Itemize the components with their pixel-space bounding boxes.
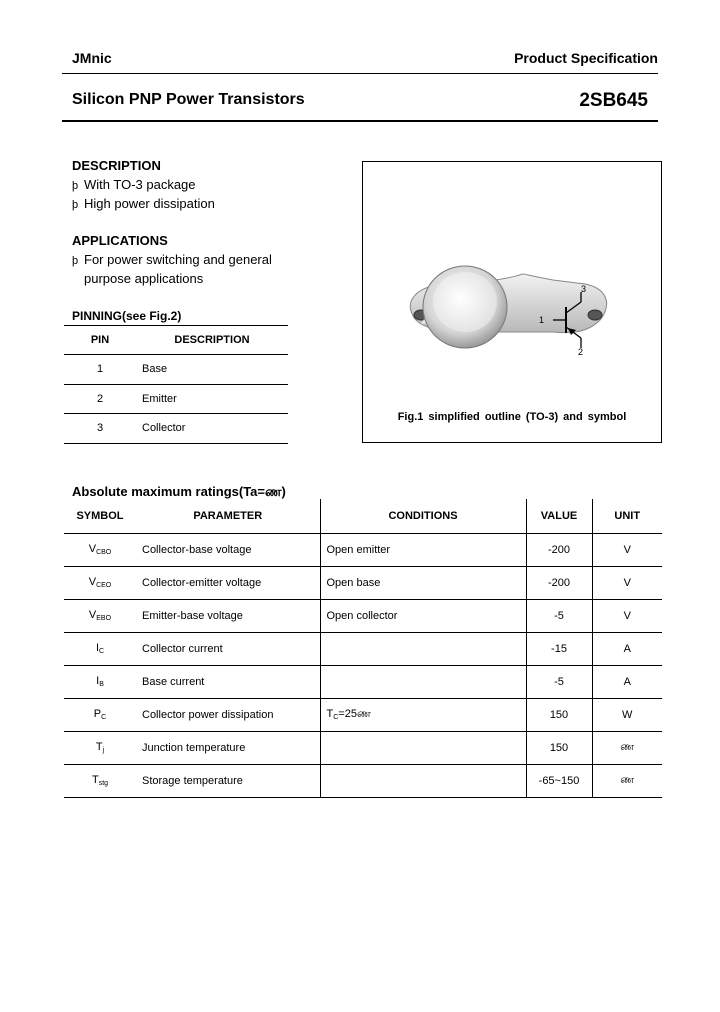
pinning-heading: PINNING(see Fig.2) [72,309,182,323]
unit-column-header: UNIT [592,499,662,533]
pin-description: Collector [136,414,288,444]
unit-cell: A [592,665,662,698]
symbol-cell [64,566,136,599]
value-cell: 150 [526,698,592,731]
pin-number: 2 [64,384,136,414]
value-cell: -200 [526,566,592,599]
table-row [64,764,662,797]
pin-number: 3 [64,414,136,444]
symbol-cell [64,632,136,665]
description-item-text: With TO-3 package [84,177,196,192]
pin-number: 1 [64,355,136,385]
figure-caption: Fig.1 simplified outline (TO-3) and symbol [397,411,627,423]
bullet-icon: þ [72,199,79,211]
pin-column-header: PIN [64,326,136,355]
table-row [64,698,662,731]
symbol-letter: I [96,675,100,687]
pin-description: Base [136,355,288,385]
conditions-cell: Open collector [320,599,526,632]
symbol-letter: I [95,642,99,654]
symbol-subscript: CEO [96,582,112,589]
symbol-subscript: EBO [96,615,112,622]
value-cell: -200 [526,533,592,566]
condition-symbol: T [326,707,334,720]
pin-description: Emitter [136,384,288,414]
parameter-cell: Storage temperature [136,764,320,797]
parameter-cell: Collector-emitter voltage [136,566,320,599]
symbol-letter: P [93,708,102,720]
bullet-icon: þ [72,255,79,267]
pin2-label: 2 [578,347,584,357]
unit-cell: V [592,599,662,632]
applications-line1: For power switching and general [84,252,272,267]
symbol-subscript: stg [98,780,109,787]
symbol-cell [64,764,136,797]
ratings-table [64,499,662,798]
conditions-column-header: CONDITIONS [320,499,526,533]
document-type: Product Specification [514,50,658,66]
conditions-cell [320,632,526,665]
table-row [64,566,662,599]
applications-item [72,252,272,267]
description-heading: DESCRIPTION [72,158,161,173]
pinning-header-row [64,326,288,355]
conditions-cell [320,764,526,797]
symbol-subscript: j [102,747,105,754]
value-cell: -15 [526,632,592,665]
conditions-cell: Open base [320,566,526,599]
unit-cell: ண [592,731,662,764]
value-cell: -65~150 [526,764,592,797]
conditions-cell [320,665,526,698]
description-item [72,196,215,211]
title-divider [62,120,658,122]
symbol-letter: T [95,741,103,753]
conditions-cell [320,731,526,764]
symbol-column-header: SYMBOL [64,499,136,533]
header-divider [62,73,658,74]
symbol-subscript: C [99,648,105,655]
table-row [64,665,662,698]
table-row [64,731,662,764]
parameter-cell: Base current [136,665,320,698]
symbol-cell [64,698,136,731]
figure-box [362,161,662,443]
ratings-heading: Absolute maximum ratings(Ta=ண) [72,484,286,499]
company-name: JMnic [72,50,112,66]
parameter-cell: Collector-base voltage [136,533,320,566]
symbol-cell [64,599,136,632]
parameter-cell: Collector current [136,632,320,665]
parameter-cell: Emitter-base voltage [136,599,320,632]
table-row [64,355,288,385]
table-row [64,414,288,444]
value-cell: -5 [526,599,592,632]
applications-line2: purpose applications [84,271,204,286]
conditions-cell: Open emitter [320,533,526,566]
pinning-table [64,325,288,444]
symbol-cell [64,533,136,566]
unit-cell: V [592,566,662,599]
symbol-letter: T [91,774,99,786]
description-item-text: High power dissipation [84,196,215,211]
applications-heading: APPLICATIONS [72,233,168,248]
condition-value: =25ண [338,707,371,720]
symbol-subscript: B [99,681,104,688]
part-number: 2SB645 [579,90,648,111]
document-title: Silicon PNP Power Transistors [72,91,305,108]
table-row [64,384,288,414]
transistor-symbol [533,280,653,370]
description-item [72,177,196,192]
description-column-header: DESCRIPTION [136,326,288,355]
table-row [64,632,662,665]
unit-cell: V [592,533,662,566]
unit-cell: W [592,698,662,731]
parameter-cell: Collector power dissipation [136,698,320,731]
parameter-cell: Junction temperature [136,731,320,764]
unit-cell: A [592,632,662,665]
value-cell: -5 [526,665,592,698]
bullet-icon: þ [72,180,79,192]
symbol-subscript: C [101,714,107,721]
ratings-header-row [64,499,662,533]
symbol-cell [64,731,136,764]
symbol-subscript: CBO [96,549,112,556]
symbol-cell [64,665,136,698]
value-column-header: VALUE [526,499,592,533]
condition-subscript: C [333,713,339,721]
table-row [64,599,662,632]
unit-cell: ண [592,764,662,797]
pin3-label: 3 [581,284,587,294]
table-row [64,533,662,566]
conditions-cell [320,698,526,731]
symbol-letter: V [88,543,97,555]
value-cell: 150 [526,731,592,764]
parameter-column-header: PARAMETER [136,499,320,533]
symbol-letter: V [88,609,97,621]
symbol-letter: V [88,576,97,588]
pin1-label: 1 [539,315,545,325]
